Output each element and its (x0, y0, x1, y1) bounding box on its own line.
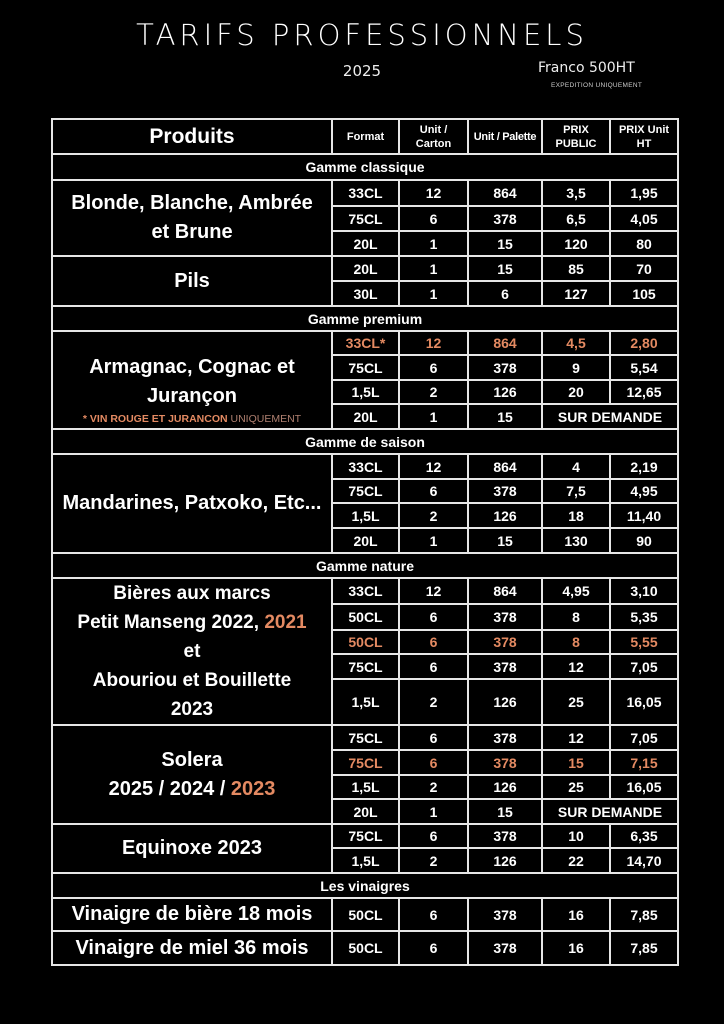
cell-prix-ht: 1,95 (610, 180, 678, 206)
cell-carton: 6 (399, 931, 468, 965)
product-equinoxe: Equinoxe 2023 (52, 824, 332, 873)
expedition-label: EXPEDITION UNIQUEMENT (551, 82, 643, 89)
cell-palette: 6 (468, 281, 542, 306)
cell-carton: 1 (399, 404, 468, 429)
cell-prix-public: 85 (542, 256, 610, 281)
cell-palette: 378 (468, 355, 542, 380)
cell-prix-public: 22 (542, 848, 610, 873)
section-header-premium: Gamme premium (52, 306, 678, 331)
price-table (51, 118, 679, 966)
cell-sur-demande: SUR DEMANDE (542, 799, 678, 824)
cell-prix-ht: 7,15 (610, 750, 678, 775)
cell-palette: 126 (468, 380, 542, 404)
product-bieres-marcs: Bières aux marcs Petit Manseng 2022, 2021 et Abouriou et Bouillette 2023 (52, 578, 332, 725)
cell-prix-ht: 7,85 (610, 898, 678, 931)
table-row (52, 331, 678, 355)
cell-palette: 378 (468, 604, 542, 629)
product-armagnac: Armagnac, Cognac et Jurançon * VIN ROUGE ET JURANCON UNIQUEMENT (52, 331, 332, 429)
cell-prix-public: 25 (542, 775, 610, 799)
cell-palette: 15 (468, 256, 542, 281)
cell-format: 33CL* (332, 331, 399, 355)
cell-prix-public: 4,5 (542, 331, 610, 355)
col-header-carton: Unit / Carton (399, 119, 468, 154)
cell-carton: 1 (399, 231, 468, 256)
cell-palette: 864 (468, 454, 542, 479)
col-header-format: Format (332, 119, 399, 154)
cell-palette: 378 (468, 206, 542, 231)
cell-palette: 378 (468, 630, 542, 654)
col-header-prix-ht: PRIX Unit HT (610, 119, 678, 154)
cell-prix-ht: 4,95 (610, 479, 678, 503)
table-row (52, 454, 678, 479)
cell-format: 75CL (332, 355, 399, 380)
cell-prix-ht: 2,19 (610, 454, 678, 479)
cell-format: 1,5L (332, 775, 399, 799)
section-header-vinaigres: Les vinaigres (52, 873, 678, 898)
franco-label: Franco 500HT (538, 60, 635, 76)
table-row (52, 578, 678, 604)
product-vinaigre-biere: Vinaigre de bière 18 mois (52, 898, 332, 931)
header-row (52, 119, 678, 154)
cell-prix-public: 4,95 (542, 578, 610, 604)
cell-format: 20L (332, 256, 399, 281)
cell-palette: 378 (468, 898, 542, 931)
cell-format: 75CL (332, 479, 399, 503)
cell-prix-ht: 5,35 (610, 604, 678, 629)
year-label: 2025 (342, 62, 382, 80)
cell-prix-public: 120 (542, 231, 610, 256)
cell-prix-public: 12 (542, 654, 610, 679)
cell-carton: 12 (399, 331, 468, 355)
cell-prix-ht: 105 (610, 281, 678, 306)
cell-carton: 12 (399, 180, 468, 206)
cell-carton: 6 (399, 604, 468, 629)
cell-prix-public: 8 (542, 604, 610, 629)
cell-format: 33CL (332, 180, 399, 206)
cell-prix-ht: 6,35 (610, 824, 678, 848)
cell-prix-ht: 7,05 (610, 725, 678, 750)
cell-carton: 6 (399, 750, 468, 775)
cell-carton: 6 (399, 898, 468, 931)
cell-carton: 2 (399, 679, 468, 725)
cell-format: 50CL (332, 898, 399, 931)
cell-format: 1,5L (332, 503, 399, 528)
cell-prix-public: 20 (542, 380, 610, 404)
cell-prix-ht: 5,54 (610, 355, 678, 380)
cell-palette: 15 (468, 404, 542, 429)
cell-palette: 378 (468, 654, 542, 679)
cell-sur-demande: SUR DEMANDE (542, 404, 678, 429)
cell-format: 20L (332, 231, 399, 256)
cell-carton: 6 (399, 654, 468, 679)
col-header-prix-public: PRIX PUBLIC (542, 119, 610, 154)
cell-prix-ht: 80 (610, 231, 678, 256)
cell-carton: 2 (399, 380, 468, 404)
cell-format: 75CL (332, 824, 399, 848)
cell-prix-public: 18 (542, 503, 610, 528)
cell-palette: 378 (468, 479, 542, 503)
cell-prix-ht: 3,10 (610, 578, 678, 604)
cell-prix-ht: 16,05 (610, 775, 678, 799)
cell-carton: 2 (399, 848, 468, 873)
cell-carton: 6 (399, 630, 468, 654)
cell-palette: 15 (468, 231, 542, 256)
cell-format: 75CL (332, 206, 399, 231)
cell-prix-public: 3,5 (542, 180, 610, 206)
cell-prix-public: 12 (542, 725, 610, 750)
cell-carton: 1 (399, 256, 468, 281)
cell-carton: 1 (399, 528, 468, 553)
product-solera: Solera 2025 / 2024 / 2023 (52, 725, 332, 824)
cell-prix-ht: 4,05 (610, 206, 678, 231)
cell-palette: 126 (468, 503, 542, 528)
section-header-saison: Gamme de saison (52, 429, 678, 454)
cell-carton: 6 (399, 355, 468, 380)
cell-format: 33CL (332, 454, 399, 479)
cell-carton: 1 (399, 281, 468, 306)
table-row (52, 824, 678, 848)
section-header-nature: Gamme nature (52, 553, 678, 578)
cell-palette: 864 (468, 180, 542, 206)
col-header-palette: Unit / Palette (468, 119, 542, 154)
cell-palette: 126 (468, 848, 542, 873)
table-row (52, 931, 678, 965)
cell-prix-public: 25 (542, 679, 610, 725)
cell-carton: 6 (399, 725, 468, 750)
cell-prix-public: 130 (542, 528, 610, 553)
armagnac-note: * VIN ROUGE ET JURANCON UNIQUEMENT (82, 413, 302, 425)
section-header-classique: Gamme classique (52, 154, 678, 180)
cell-carton: 2 (399, 775, 468, 799)
product-blonde: Blonde, Blanche, Ambrée et Brune (52, 180, 332, 256)
cell-prix-public: 16 (542, 931, 610, 965)
cell-palette: 378 (468, 931, 542, 965)
product-vinaigre-miel: Vinaigre de miel 36 mois (52, 931, 332, 965)
cell-palette: 15 (468, 528, 542, 553)
cell-prix-public: 10 (542, 824, 610, 848)
cell-format: 20L (332, 799, 399, 824)
cell-prix-ht: 16,05 (610, 679, 678, 725)
cell-format: 1,5L (332, 679, 399, 725)
cell-carton: 6 (399, 206, 468, 231)
cell-format: 50CL (332, 931, 399, 965)
cell-format: 1,5L (332, 380, 399, 404)
cell-format: 33CL (332, 578, 399, 604)
cell-prix-ht: 90 (610, 528, 678, 553)
cell-carton: 12 (399, 454, 468, 479)
cell-prix-ht: 14,70 (610, 848, 678, 873)
cell-palette: 126 (468, 679, 542, 725)
cell-prix-ht: 2,80 (610, 331, 678, 355)
cell-palette: 378 (468, 750, 542, 775)
cell-prix-public: 8 (542, 630, 610, 654)
table-row (52, 898, 678, 931)
cell-prix-public: 16 (542, 898, 610, 931)
cell-format: 75CL (332, 725, 399, 750)
cell-format: 20L (332, 528, 399, 553)
cell-carton: 12 (399, 578, 468, 604)
cell-carton: 2 (399, 503, 468, 528)
cell-prix-public: 6,5 (542, 206, 610, 231)
cell-prix-public: 127 (542, 281, 610, 306)
cell-palette: 378 (468, 725, 542, 750)
cell-palette: 864 (468, 331, 542, 355)
page-title: TARIFS PROFESSIONNELS (136, 18, 588, 52)
cell-carton: 1 (399, 799, 468, 824)
cell-palette: 15 (468, 799, 542, 824)
cell-format: 1,5L (332, 848, 399, 873)
cell-prix-ht: 70 (610, 256, 678, 281)
cell-prix-ht: 7,85 (610, 931, 678, 965)
cell-format: 20L (332, 404, 399, 429)
table-row (52, 725, 678, 750)
cell-prix-public: 4 (542, 454, 610, 479)
table-row (52, 256, 678, 281)
cell-palette: 864 (468, 578, 542, 604)
cell-prix-ht: 11,40 (610, 503, 678, 528)
cell-prix-public: 7,5 (542, 479, 610, 503)
table-row (52, 180, 678, 206)
cell-prix-public: 9 (542, 355, 610, 380)
cell-carton: 6 (399, 824, 468, 848)
cell-prix-ht: 7,05 (610, 654, 678, 679)
cell-format: 50CL (332, 630, 399, 654)
cell-prix-ht: 12,65 (610, 380, 678, 404)
col-header-produits: Produits (52, 119, 332, 154)
cell-prix-ht: 5,55 (610, 630, 678, 654)
cell-format: 50CL (332, 604, 399, 629)
product-mandarines: Mandarines, Patxoko, Etc... (52, 454, 332, 553)
cell-carton: 6 (399, 479, 468, 503)
cell-format: 30L (332, 281, 399, 306)
cell-palette: 378 (468, 824, 542, 848)
cell-format: 75CL (332, 750, 399, 775)
cell-format: 75CL (332, 654, 399, 679)
cell-palette: 126 (468, 775, 542, 799)
product-pils: Pils (52, 256, 332, 306)
cell-prix-public: 15 (542, 750, 610, 775)
